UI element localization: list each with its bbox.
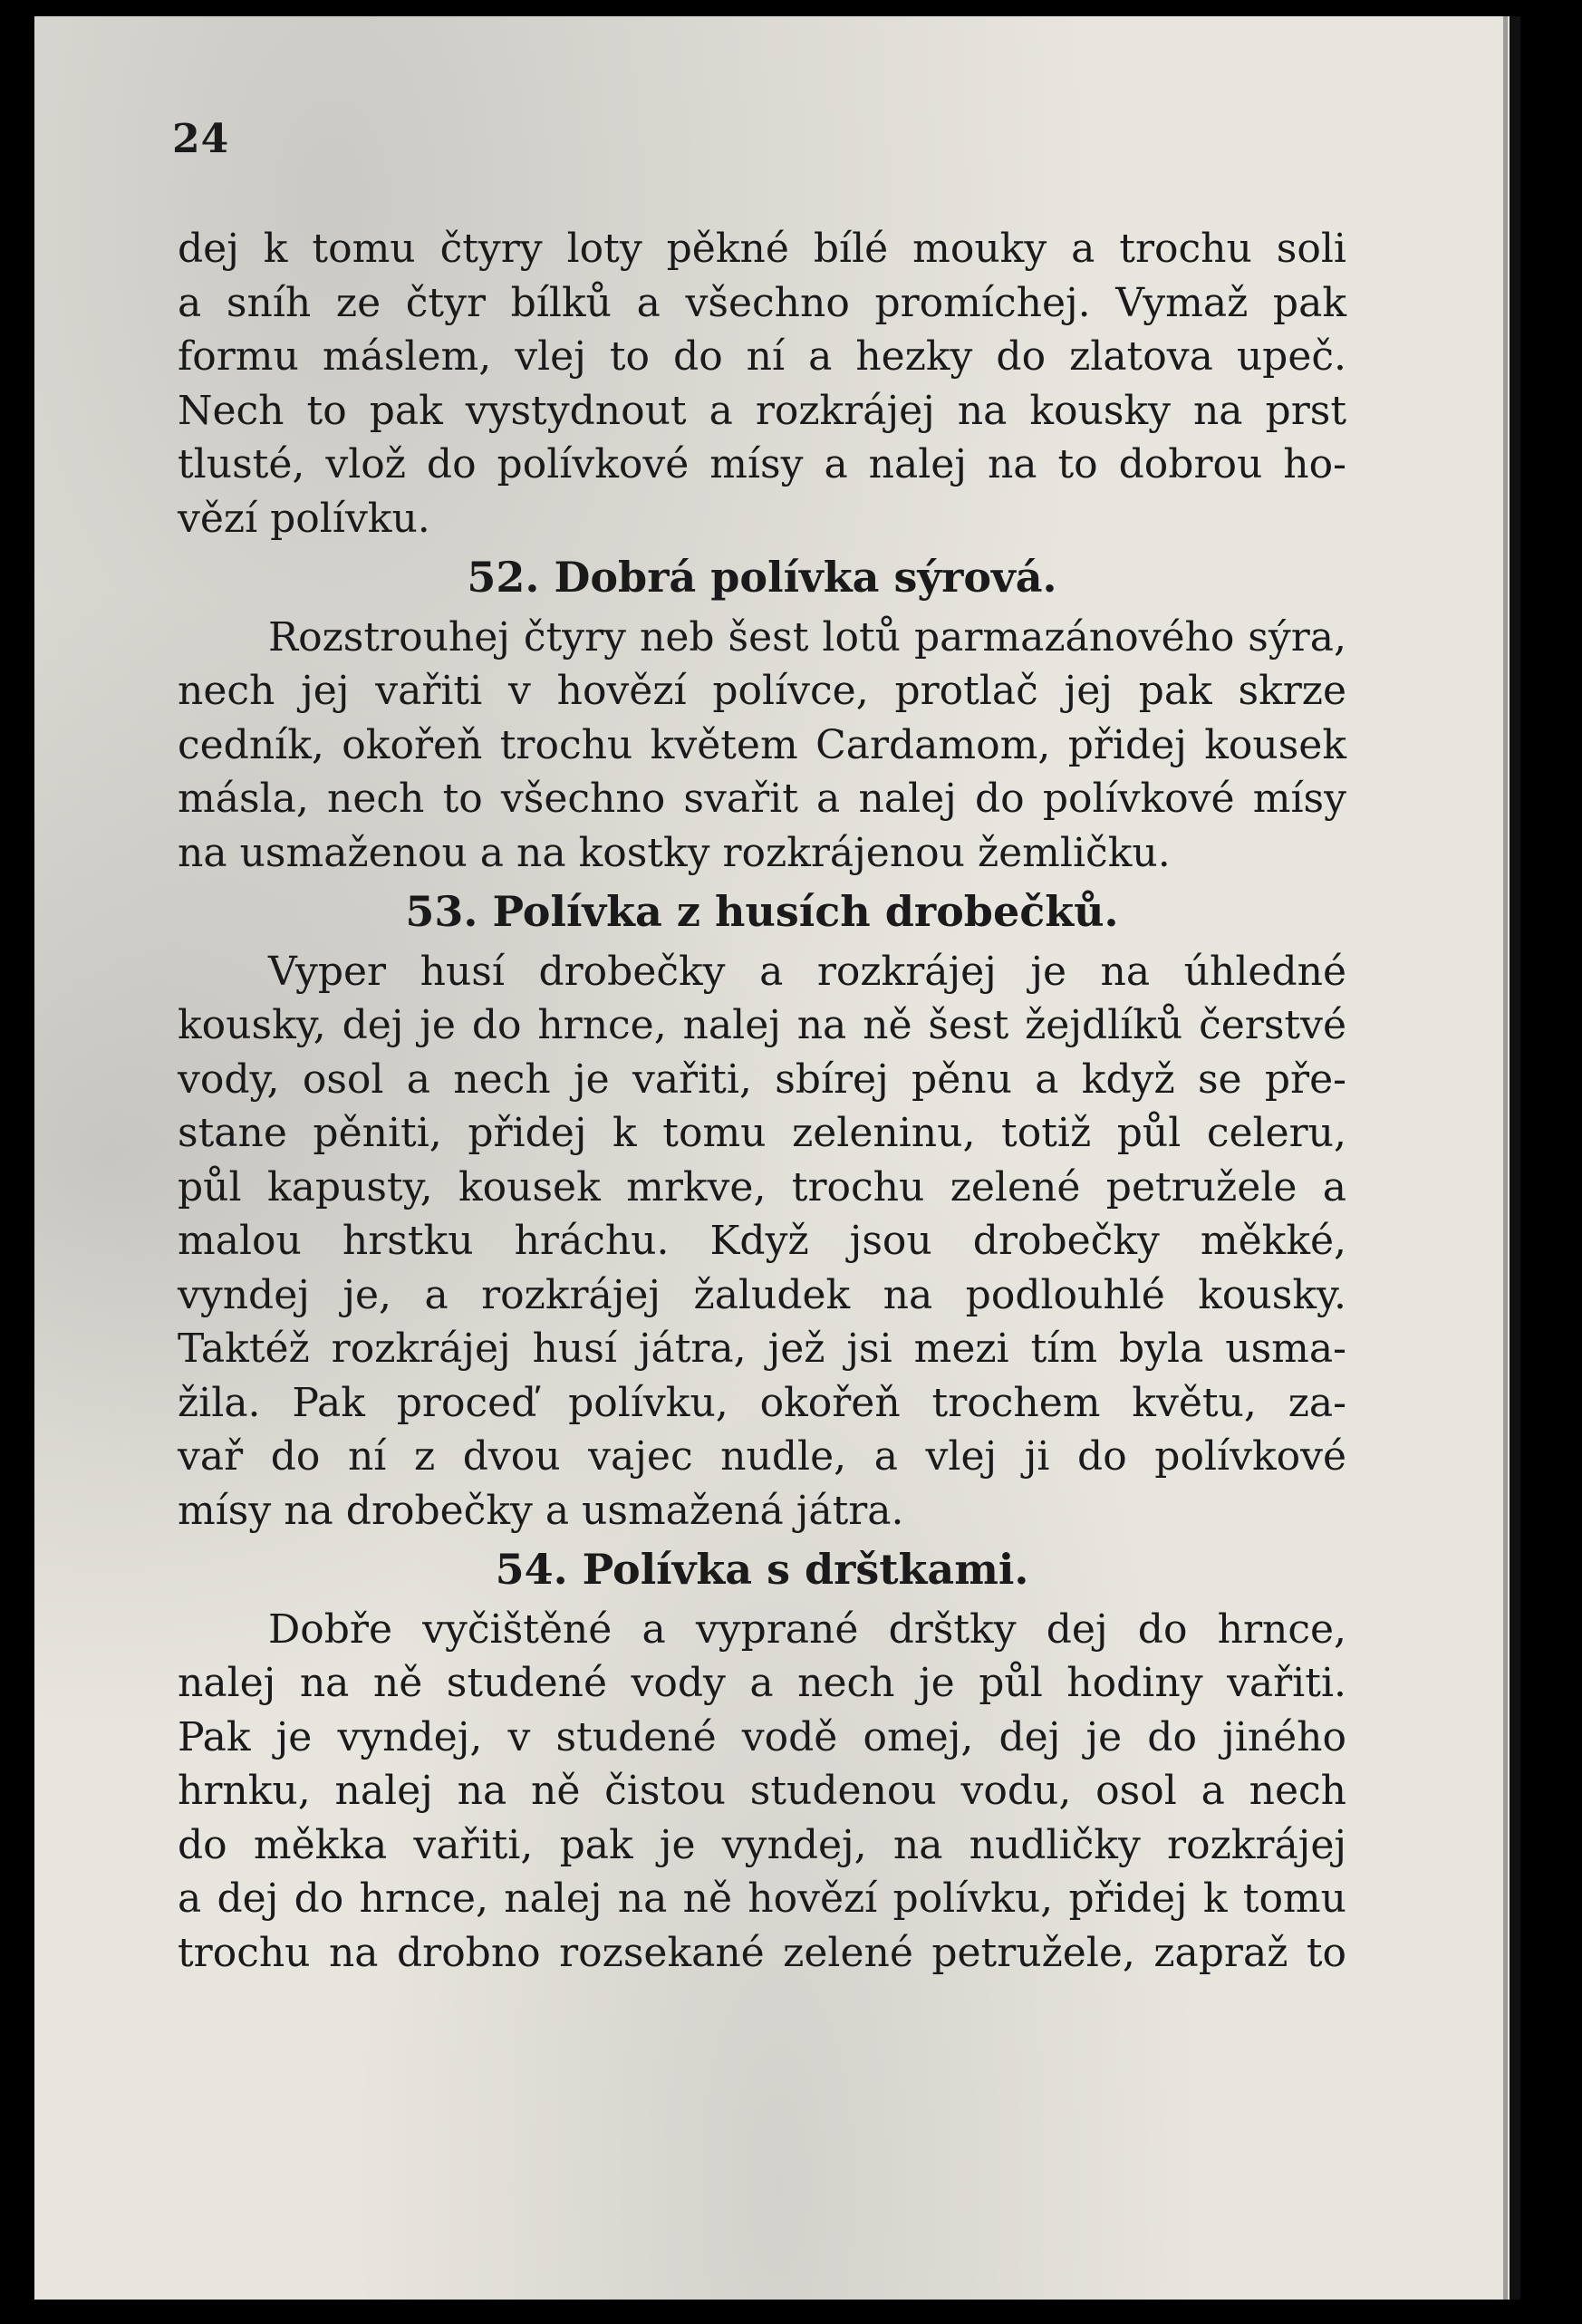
recipe-heading: 53. Polívka z husích drobečků.: [405, 887, 1119, 936]
text-line: vody, osol a nech je vařiti, sbírej pěnu a když se pře-: [178, 1056, 1346, 1103]
text-line: nech jej vařiti v hovězí polívce, protlač jej pak skrze: [178, 668, 1346, 714]
text-line: vyndej je, a rozkrájej žaludek na podlouhlé kousky.: [178, 1271, 1346, 1318]
text-line: mísy na drobečky a usmažená játra.: [178, 1487, 904, 1534]
text-block: [178, 222, 1346, 1980]
text-line: cedník, okořeň trochu květem Cardamom, přidej kousek: [178, 721, 1346, 768]
recipe-section-54: [178, 1543, 1346, 1980]
text-line: malou hrstku hráchu. Když jsou drobečky měkké,: [178, 1218, 1346, 1264]
text-line: Taktéž rozkrájej husí játra, jež jsi mezi tím byla usma-: [178, 1326, 1346, 1372]
recipe-section-52: [178, 551, 1346, 880]
text-line: másla, nech to všechno svařit a nalej do polívkové mísy: [178, 776, 1346, 822]
text-line: Vyper husí drobečky a rozkrájej je na úhledné: [268, 948, 1346, 995]
text-line: a sníh ze čtyr bílků a všechno promíchej. Vymaž pak: [178, 279, 1346, 326]
text-line: formu máslem, vlej to do ní a hezky do zlatova upeč.: [178, 333, 1346, 380]
text-line: vězí polívku.: [178, 495, 430, 542]
page-number: 24: [172, 116, 230, 162]
text-line: půl kapusty, kousek mrkve, trochu zelené petružele a: [178, 1163, 1346, 1210]
text-line: hrnku, nalej na ně čistou studenou vodu, osol a nech: [178, 1768, 1346, 1814]
text-line: Dobře vyčištěné a vyprané drštky dej do hrnce,: [268, 1606, 1346, 1653]
text-line: Rozstrouhej čtyry neb šest lotů parmazánového sýra,: [268, 613, 1346, 661]
text-line: tlusté, vlož do polívkové mísy a nalej na to dobrou ho-: [178, 441, 1346, 487]
intro-paragraph: [178, 222, 1346, 545]
text-line: stane pěniti, přidej k tomu zeleninu, totiž půl celeru,: [178, 1110, 1346, 1156]
text-line: dej k tomu čtyry loty pěkné bílé mouky a trochu soli: [178, 226, 1346, 272]
text-line: žila. Pak proceď polívku, okořeň trochem květu, za-: [178, 1379, 1346, 1426]
text-line: vař do ní z dvou vajec nudle, a vlej ji do polívkové: [178, 1433, 1346, 1480]
recipe-heading: 52. Dobrá polívka sýrová.: [467, 553, 1057, 602]
page-edge: [1510, 16, 1520, 2300]
text-line: kousky, dej je do hrnce, nalej na ně šest žejdlíků čerstvé: [178, 1002, 1346, 1048]
text-line: trochu na drobno rozsekané zelené petružele, zapraž to: [178, 1929, 1346, 1976]
text-line: Nech to pak vystydnout a rozkrájej na kousky na prst: [178, 387, 1346, 434]
text-line: a dej do hrnce, nalej na ně hovězí polívku, přidej k tomu: [178, 1876, 1346, 1922]
recipe-heading: 54. Polívka s drštkami.: [495, 1545, 1029, 1594]
text-line: Pak je vyndej, v studené vodě omej, dej je do jiného: [178, 1713, 1346, 1760]
text-line: na usmaženou a na kostky rozkrájenou žemličku.: [178, 829, 1171, 876]
page-edge-shadow: [1503, 16, 1508, 2300]
text-line: nalej na ně studené vody a nech je půl hodiny vařiti.: [178, 1660, 1346, 1706]
text-line: do měkka vařiti, pak je vyndej, na nudličky rozkrájej: [178, 1821, 1346, 1868]
recipe-section-53: [178, 885, 1346, 1538]
